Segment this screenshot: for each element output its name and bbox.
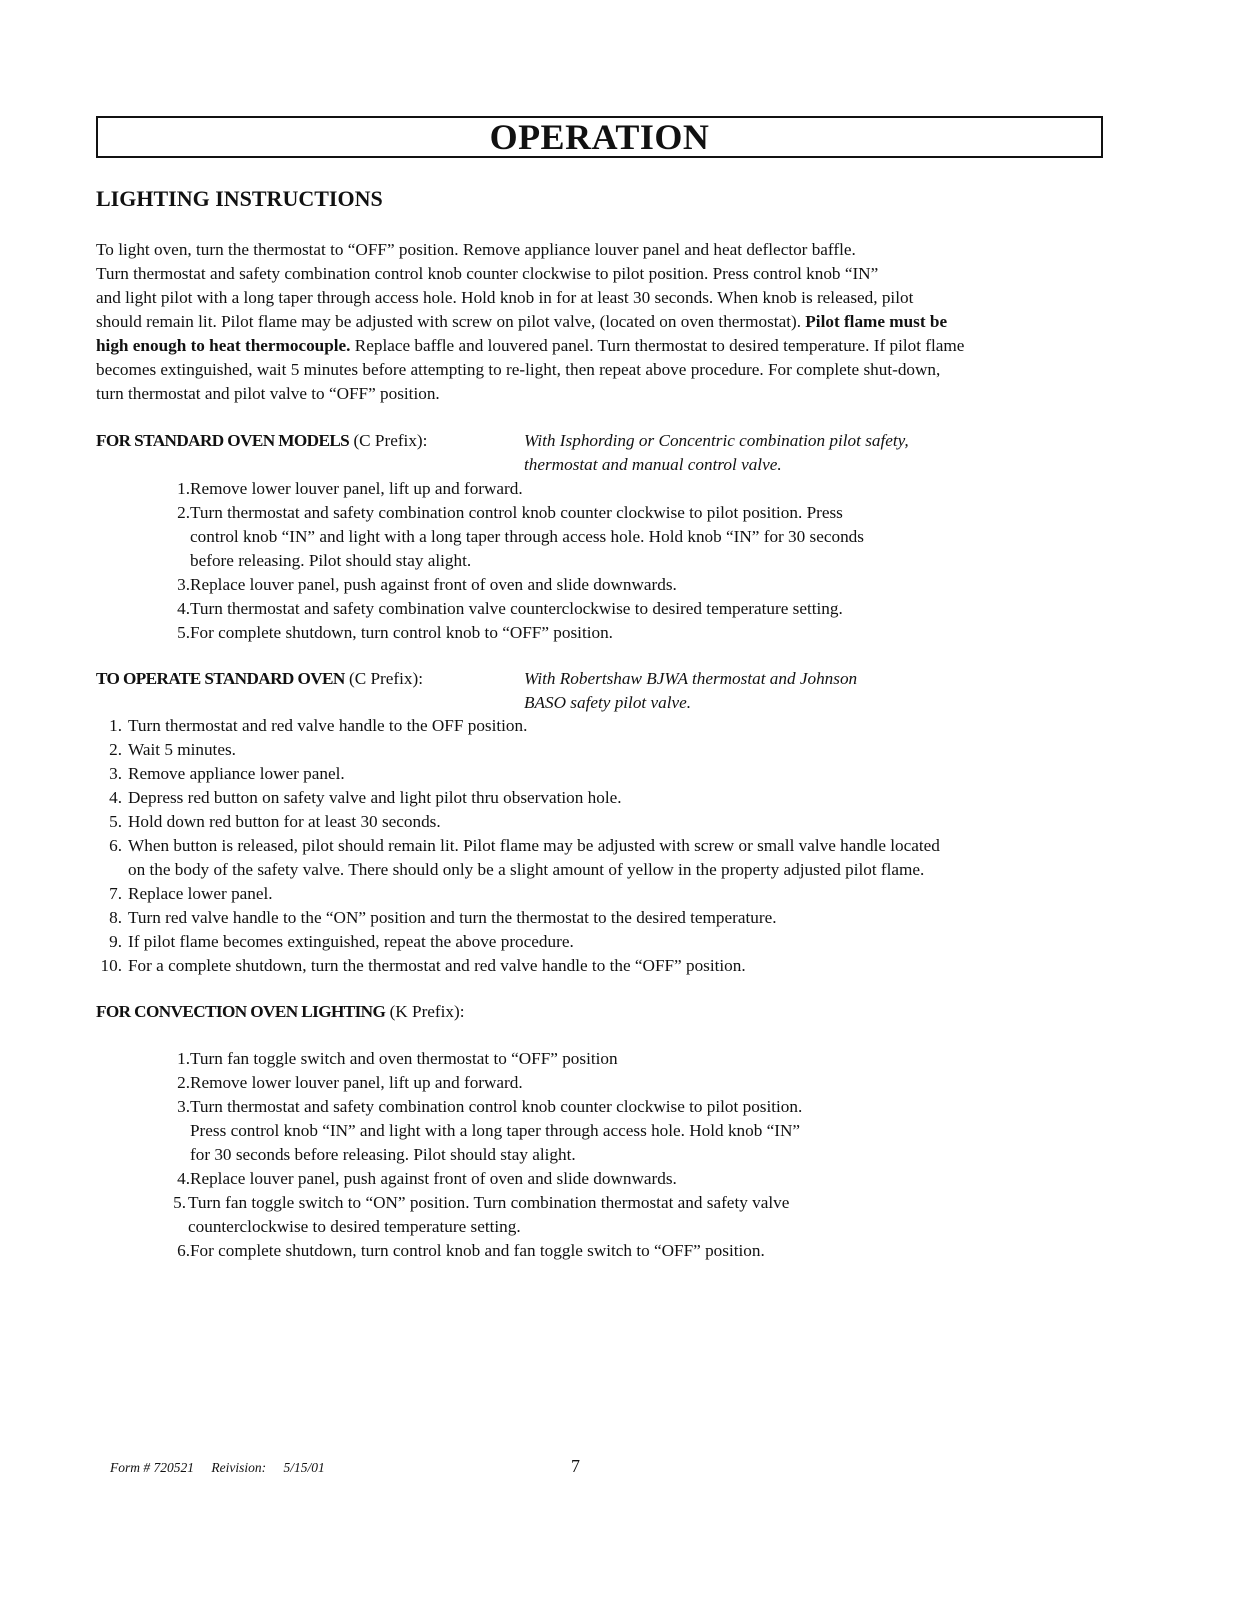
list-item <box>160 501 1060 573</box>
footer-form-info <box>110 1460 339 1476</box>
step-number: 2. <box>109 740 122 759</box>
revision-date: 5/15/01 <box>283 1460 325 1475</box>
list-item <box>160 477 1060 501</box>
intro-line: becomes extinguished, wait 5 minutes before attempting to re-light, then repeat above procedure. For complete shut-down, <box>96 360 941 379</box>
list-item <box>96 906 1106 930</box>
step-number: 2. <box>177 1073 190 1092</box>
step-text: Hold down red button for at least 30 seconds. <box>128 812 441 831</box>
step-text: before releasing. Pilot should stay alight. <box>190 551 472 570</box>
intro-line: Turn thermostat and safety combination control knob counter clockwise to pilot position. Press control knob “IN” <box>96 264 879 283</box>
intro-line: and light pilot with a long taper through access hole. Hold knob in for at least 30 seconds. When knob is released, pilot <box>96 288 914 307</box>
standard-models-note <box>524 429 909 477</box>
list-item <box>160 1071 1060 1095</box>
step-text: control knob “IN” and light with a long taper through access hole. Hold knob “IN” for 30 seconds <box>190 527 864 546</box>
prefix-text: (C Prefix): <box>349 669 423 688</box>
page-title: OPERATION <box>489 117 710 157</box>
intro-line <box>96 310 1106 334</box>
list-item <box>96 762 1106 786</box>
step-number: 3. <box>109 764 122 783</box>
operate-standard-steps <box>96 714 1106 978</box>
section-heading: LIGHTING INSTRUCTIONS <box>96 186 383 211</box>
list-item <box>96 930 1106 954</box>
step-text: Depress red button on safety valve and light pilot thru observation hole. <box>128 788 622 807</box>
step-number: 1. <box>177 1049 190 1068</box>
operate-standard-heading <box>96 669 423 689</box>
step-text: Replace louver panel, push against front of oven and slide downwards. <box>190 1169 677 1188</box>
step-text: Turn thermostat and safety combination valve counterclockwise to desired temperature setting. <box>190 599 843 618</box>
step-text: For a complete shutdown, turn the thermostat and red valve handle to the “OFF” position. <box>128 956 746 975</box>
list-item <box>160 597 1060 621</box>
step-number: 8. <box>109 908 122 927</box>
step-text: Turn fan toggle switch to “ON” position. Turn combination thermostat and safety valve <box>188 1193 790 1212</box>
step-text: Turn thermostat and safety combination control knob counter clockwise to pilot position. <box>190 1097 803 1116</box>
list-item <box>96 810 1106 834</box>
step-number: 6. <box>109 836 122 855</box>
step-number: 4. <box>177 599 190 618</box>
step-text: for 30 seconds before releasing. Pilot should stay alight. <box>190 1145 576 1164</box>
step-text: Press control knob “IN” and light with a long taper through access hole. Hold knob “IN” <box>190 1121 801 1140</box>
note-line: thermostat and manual control valve. <box>524 455 782 474</box>
step-text: Replace lower panel. <box>128 884 273 903</box>
step-number: 5. <box>109 812 122 831</box>
note-line: BASO safety pilot valve. <box>524 693 692 712</box>
note-line: With Isphording or Concentric combination pilot safety, <box>524 431 909 450</box>
step-text: Remove lower louver panel, lift up and forward. <box>190 1073 523 1092</box>
form-number: Form # 720521 <box>110 1460 194 1475</box>
step-number: 3. <box>177 1097 190 1116</box>
step-number: 3. <box>177 575 190 594</box>
step-text: Replace louver panel, push against front of oven and slide downwards. <box>190 575 677 594</box>
list-item <box>96 882 1106 906</box>
list-item <box>160 573 1060 597</box>
step-number: 1. <box>109 716 122 735</box>
intro-paragraph <box>96 238 1106 406</box>
step-text: on the body of the safety valve. There should only be a slight amount of yellow in the property adjusted pilot flame. <box>128 860 925 879</box>
step-number: 2. <box>177 503 190 522</box>
intro-line <box>96 334 1106 358</box>
step-text: For complete shutdown, turn control knob and fan toggle switch to “OFF” position. <box>190 1241 765 1260</box>
intro-line: To light oven, turn the thermostat to “OFF” position. Remove appliance louver panel and heat deflector baffle. <box>96 240 856 259</box>
heading-text: FOR CONVECTION OVEN LIGHTING <box>96 1002 386 1021</box>
step-number: 1. <box>177 479 190 498</box>
list-item <box>160 1167 1060 1191</box>
step-text: If pilot flame becomes extinguished, repeat the above procedure. <box>128 932 574 951</box>
page-number: 7 <box>571 1456 580 1476</box>
list-item <box>96 738 1106 762</box>
step-text: When button is released, pilot should remain lit. Pilot flame may be adjusted with screw or small valve handle located <box>128 836 940 855</box>
step-text: Wait 5 minutes. <box>128 740 236 759</box>
standard-models-heading <box>96 431 427 451</box>
step-text: counterclockwise to desired temperature setting. <box>188 1217 521 1236</box>
step-number: 10. <box>100 956 122 975</box>
step-text: Turn fan toggle switch and oven thermostat to “OFF” position <box>190 1049 618 1068</box>
list-item <box>160 1239 1060 1263</box>
convection-heading <box>96 1002 465 1022</box>
step-number: 9. <box>109 932 122 951</box>
intro-line: turn thermostat and pilot valve to “OFF” position. <box>96 384 440 403</box>
heading-text: FOR STANDARD OVEN MODELS <box>96 431 350 450</box>
convection-steps <box>160 1047 1060 1263</box>
list-item <box>96 954 1106 978</box>
step-number: 4. <box>177 1169 190 1188</box>
list-item <box>96 714 1106 738</box>
intro-bold-text: high enough to heat thermocouple. <box>96 336 351 355</box>
list-item <box>160 1095 1060 1167</box>
step-number: 5. <box>177 623 190 642</box>
step-text: Remove lower louver panel, lift up and forward. <box>190 479 523 498</box>
title-banner <box>96 116 1103 158</box>
list-item <box>160 1191 1060 1239</box>
step-number: 7. <box>109 884 122 903</box>
heading-text: TO OPERATE STANDARD OVEN <box>96 669 345 688</box>
operate-standard-note <box>524 667 857 715</box>
intro-text: should remain lit. Pilot flame may be adjusted with screw on pilot valve, (located on oven thermostat). <box>96 312 801 331</box>
intro-bold-text: Pilot flame must be <box>805 312 948 331</box>
prefix-text: (C Prefix): <box>353 431 428 450</box>
list-item <box>160 621 1060 645</box>
standard-models-steps <box>160 477 1060 645</box>
step-text: Remove appliance lower panel. <box>128 764 345 783</box>
intro-text: Replace baffle and louvered panel. Turn thermostat to desired temperature. If pilot flame <box>354 336 965 355</box>
step-text: Turn thermostat and safety combination control knob counter clockwise to pilot position. Press <box>190 503 843 522</box>
list-item <box>96 786 1106 810</box>
list-item <box>96 834 1106 882</box>
step-text: Turn red valve handle to the “ON” position and turn the thermostat to the desired temperature. <box>128 908 777 927</box>
step-text: For complete shutdown, turn control knob to “OFF” position. <box>190 623 613 642</box>
list-item <box>160 1047 1060 1071</box>
step-text: Turn thermostat and red valve handle to the OFF position. <box>128 716 528 735</box>
note-line: With Robertshaw BJWA thermostat and Johnson <box>524 669 858 688</box>
prefix-text: (K Prefix): <box>389 1002 465 1021</box>
revision-label: Reivision: <box>211 1460 267 1475</box>
step-number: 6. <box>177 1241 190 1260</box>
step-number: 5. <box>173 1193 186 1212</box>
step-number: 4. <box>109 788 122 807</box>
